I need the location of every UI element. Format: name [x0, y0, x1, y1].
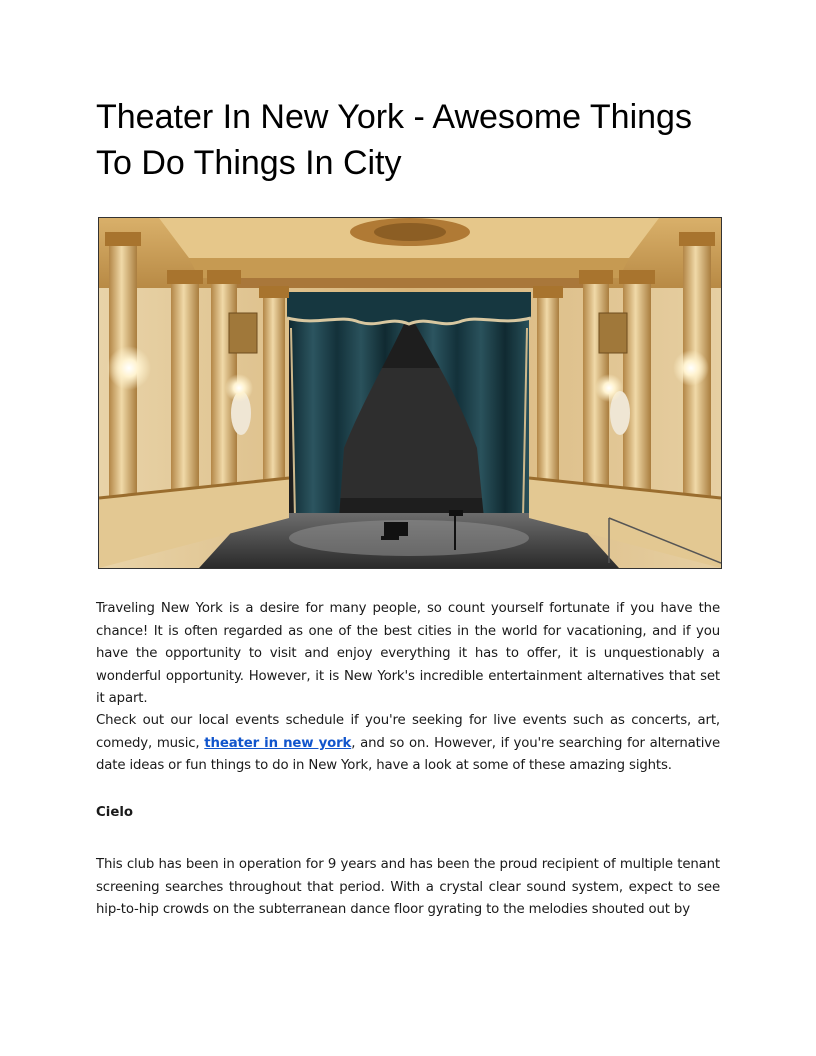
events-paragraph-text-before: Check out our local events schedule if you're seeking for live events such as concerts, art, comedy, music, [96, 713, 720, 751]
events-paragraph-text-after: , and so on. However, if you're searching for alternative date ideas or fun things to do in New York, have a look at some of these amazing sights. [96, 735, 721, 774]
page-title: Theater In New York - Awesome Things To Do Things In City [96, 98, 692, 182]
events-paragraph [96, 710, 720, 778]
cielo-paragraph: This club has been in operation for 9 years and has been the proud recipient of multiple tenant screening searches throughout that period. With a crystal clear sound system, expect to see hip-to-hip crowds on the subterranean dance floor gyrating to the melodies shouted out by [96, 857, 720, 918]
theater-stage-illustration [99, 218, 721, 568]
theater-in-new-york-link[interactable]: theater in new york [204, 735, 352, 751]
theater-stage-image [98, 217, 722, 569]
intro-paragraph: Traveling New York is a desire for many people, so count yourself fortunate if you have the chance! It is often regarded as one of the best cities in the world for vacationing, and if you have the opportunity to visit and enjoy everything it has to offer, it is unquestionably a wonderful opportunity. However, it is New York's incredible entertainment alternatives that set it apart. [96, 601, 720, 707]
section-heading-cielo: Cielo [96, 805, 134, 820]
